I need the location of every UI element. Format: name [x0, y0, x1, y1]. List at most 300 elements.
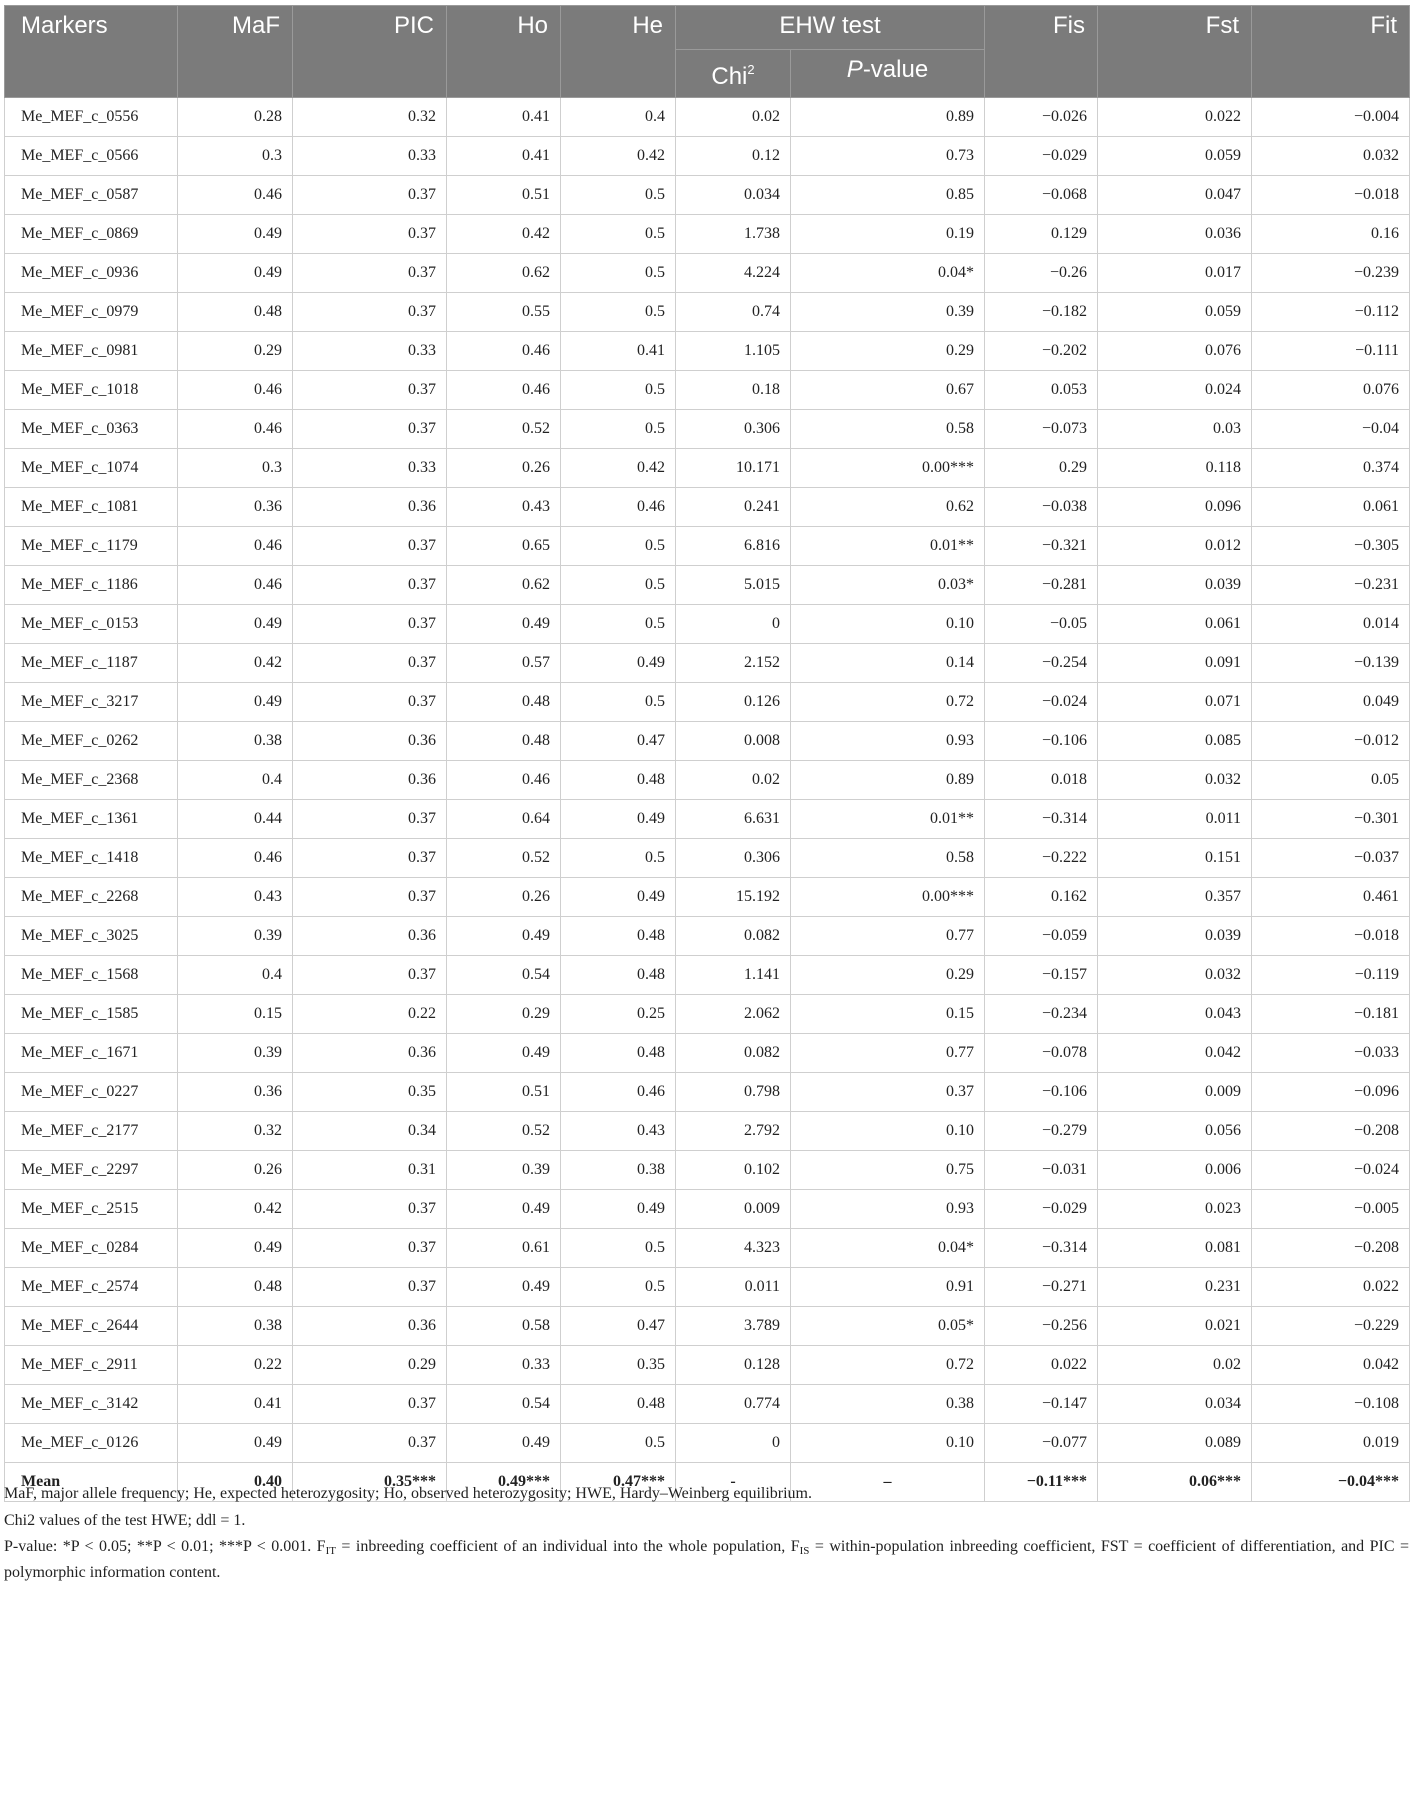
cell-pvalue: 0.58 [791, 839, 985, 878]
cell-ho: 0.49 [447, 605, 561, 644]
cell-fit: −0.04 [1252, 410, 1410, 449]
table-body [5, 98, 1410, 1502]
cell-chi2: 0 [676, 1424, 791, 1463]
cell-chi2: 0.011 [676, 1268, 791, 1307]
table-row [5, 956, 1410, 995]
cell-chi2: 1.738 [676, 215, 791, 254]
cell-ho: 0.49 [447, 917, 561, 956]
cell-fit: −0.229 [1252, 1307, 1410, 1346]
cell-chi2: 0.74 [676, 293, 791, 332]
cell-ho: 0.46 [447, 761, 561, 800]
cell-pvalue: 0.72 [791, 683, 985, 722]
cell-pic: 0.22 [293, 995, 447, 1034]
cell-ho: 0.55 [447, 293, 561, 332]
table-row [5, 449, 1410, 488]
cell-chi2: 6.631 [676, 800, 791, 839]
cell-maf: 0.42 [178, 644, 293, 683]
cell-fis: −0.147 [985, 1385, 1098, 1424]
cell-pvalue: 0.75 [791, 1151, 985, 1190]
cell-maf: 0.46 [178, 527, 293, 566]
cell-ho: 0.49*** [447, 1463, 561, 1502]
cell-fis: −0.05 [985, 605, 1098, 644]
cell-fit: −0.024 [1252, 1151, 1410, 1190]
cell-marker: Me_MEF_c_1361 [5, 800, 178, 839]
cell-chi2: 2.062 [676, 995, 791, 1034]
cell-pic: 0.37 [293, 800, 447, 839]
cell-ho: 0.61 [447, 1229, 561, 1268]
table-row [5, 1229, 1410, 1268]
cell-pvalue: 0.10 [791, 605, 985, 644]
cell-chi2: 0.102 [676, 1151, 791, 1190]
cell-fit: −0.108 [1252, 1385, 1410, 1424]
cell-chi2: 4.224 [676, 254, 791, 293]
cell-ho: 0.52 [447, 839, 561, 878]
cell-fis: −0.068 [985, 176, 1098, 215]
cell-marker: Me_MEF_c_0981 [5, 332, 178, 371]
table-row [5, 761, 1410, 800]
cell-he: 0.5 [561, 1424, 676, 1463]
cell-maf: 0.43 [178, 878, 293, 917]
cell-fst: 0.357 [1098, 878, 1252, 917]
cell-fis: −0.281 [985, 566, 1098, 605]
cell-fit: −0.037 [1252, 839, 1410, 878]
cell-marker: Me_MEF_c_0363 [5, 410, 178, 449]
cell-marker: Me_MEF_c_1081 [5, 488, 178, 527]
table-row [5, 839, 1410, 878]
cell-he: 0.5 [561, 215, 676, 254]
header-pvalue-rest: -value [862, 56, 929, 83]
cell-ho: 0.49 [447, 1190, 561, 1229]
cell-ho: 0.48 [447, 683, 561, 722]
cell-chi2: 1.141 [676, 956, 791, 995]
cell-pvalue: 0.67 [791, 371, 985, 410]
cell-marker: Me_MEF_c_1186 [5, 566, 178, 605]
footnote-chi2: Chi2 values of the test HWE; ddl = 1. [4, 1512, 246, 1529]
cell-pvalue: 0.10 [791, 1424, 985, 1463]
cell-fit: −0.208 [1252, 1229, 1410, 1268]
header-ehw-test: EHW test [676, 6, 985, 50]
cell-fit: 0.374 [1252, 449, 1410, 488]
cell-pvalue: 0.38 [791, 1385, 985, 1424]
cell-he: 0.49 [561, 644, 676, 683]
cell-pic: 0.37 [293, 566, 447, 605]
cell-chi2: 2.792 [676, 1112, 791, 1151]
cell-pic: 0.37 [293, 371, 447, 410]
cell-fst: 0.024 [1098, 371, 1252, 410]
cell-fis: −0.271 [985, 1268, 1098, 1307]
cell-maf: 0.29 [178, 332, 293, 371]
cell-marker: Me_MEF_c_2177 [5, 1112, 178, 1151]
cell-fis: −0.254 [985, 644, 1098, 683]
cell-he: 0.46 [561, 488, 676, 527]
cell-marker: Me_MEF_c_1585 [5, 995, 178, 1034]
cell-fit: −0.239 [1252, 254, 1410, 293]
cell-fis: 0.022 [985, 1346, 1098, 1385]
cell-maf: 0.3 [178, 449, 293, 488]
cell-fit: −0.181 [1252, 995, 1410, 1034]
cell-fit: −0.111 [1252, 332, 1410, 371]
cell-maf: 0.49 [178, 605, 293, 644]
cell-pic: 0.37 [293, 215, 447, 254]
cell-maf: 0.46 [178, 839, 293, 878]
cell-he: 0.49 [561, 1190, 676, 1229]
cell-he: 0.5 [561, 605, 676, 644]
cell-chi2: 6.816 [676, 527, 791, 566]
cell-maf: 0.36 [178, 488, 293, 527]
cell-ho: 0.52 [447, 1112, 561, 1151]
cell-maf: 0.28 [178, 98, 293, 137]
cell-maf: 0.48 [178, 1268, 293, 1307]
cell-fis: −0.029 [985, 1190, 1098, 1229]
cell-chi2: 0.12 [676, 137, 791, 176]
cell-fit: 0.019 [1252, 1424, 1410, 1463]
cell-marker: Me_MEF_c_1568 [5, 956, 178, 995]
cell-pic: 0.36 [293, 722, 447, 761]
cell-marker: Me_MEF_c_3025 [5, 917, 178, 956]
cell-fit: −0.018 [1252, 176, 1410, 215]
cell-ho: 0.52 [447, 410, 561, 449]
cell-fst: 0.022 [1098, 98, 1252, 137]
cell-marker: Me_MEF_c_3142 [5, 1385, 178, 1424]
cell-fst: 0.036 [1098, 215, 1252, 254]
cell-fit: 0.16 [1252, 215, 1410, 254]
cell-maf: 0.15 [178, 995, 293, 1034]
cell-fis: −0.26 [985, 254, 1098, 293]
cell-ho: 0.39 [447, 1151, 561, 1190]
cell-he: 0.35 [561, 1346, 676, 1385]
cell-pic: 0.33 [293, 332, 447, 371]
header-pic: PIC [293, 6, 447, 98]
cell-ho: 0.46 [447, 371, 561, 410]
cell-marker: Me_MEF_c_0153 [5, 605, 178, 644]
header-markers: Markers [5, 6, 178, 98]
cell-fis: −0.11*** [985, 1463, 1098, 1502]
cell-pic: 0.37 [293, 1385, 447, 1424]
cell-fst: 0.06*** [1098, 1463, 1252, 1502]
cell-fis: −0.073 [985, 410, 1098, 449]
cell-pic: 0.37 [293, 956, 447, 995]
cell-pvalue: 0.73 [791, 137, 985, 176]
cell-marker: Me_MEF_c_2644 [5, 1307, 178, 1346]
cell-ho: 0.41 [447, 137, 561, 176]
cell-pic: 0.37 [293, 1190, 447, 1229]
cell-he: 0.5 [561, 566, 676, 605]
cell-chi2: 15.192 [676, 878, 791, 917]
footnote-pvalue-a: P-value: *P < 0.05; **P < 0.01; ***P < 0.001. F [4, 1538, 326, 1555]
cell-ho: 0.54 [447, 1385, 561, 1424]
cell-pic: 0.33 [293, 137, 447, 176]
cell-maf: 0.38 [178, 722, 293, 761]
cell-marker: Me_MEF_c_0869 [5, 215, 178, 254]
table-row [5, 1112, 1410, 1151]
cell-chi2: 0.241 [676, 488, 791, 527]
footnote-pvalue-b: = inbreeding coefficient of an individual into the whole population, F [335, 1538, 800, 1555]
cell-fst: 0.011 [1098, 800, 1252, 839]
cell-ho: 0.51 [447, 176, 561, 215]
cell-marker: Me_MEF_c_0262 [5, 722, 178, 761]
cell-fit: −0.004 [1252, 98, 1410, 137]
table-row [5, 722, 1410, 761]
cell-fit: 0.061 [1252, 488, 1410, 527]
cell-chi2: 0.306 [676, 410, 791, 449]
cell-fst: 0.034 [1098, 1385, 1252, 1424]
cell-fis: −0.222 [985, 839, 1098, 878]
cell-maf: 0.4 [178, 761, 293, 800]
cell-pic: 0.37 [293, 1424, 447, 1463]
table-row [5, 332, 1410, 371]
cell-marker: Me_MEF_c_3217 [5, 683, 178, 722]
cell-pvalue: 0.29 [791, 332, 985, 371]
cell-ho: 0.62 [447, 254, 561, 293]
cell-he: 0.47 [561, 722, 676, 761]
cell-fst: 0.042 [1098, 1034, 1252, 1073]
cell-fit: 0.461 [1252, 878, 1410, 917]
cell-fst: 0.231 [1098, 1268, 1252, 1307]
cell-fit: −0.018 [1252, 917, 1410, 956]
cell-pic: 0.33 [293, 449, 447, 488]
cell-maf: 0.49 [178, 254, 293, 293]
cell-marker: Me_MEF_c_2911 [5, 1346, 178, 1385]
header-pvalue-p: P [846, 56, 863, 83]
cell-maf: 0.32 [178, 1112, 293, 1151]
cell-marker: Me_MEF_c_2268 [5, 878, 178, 917]
cell-pvalue: 0.77 [791, 917, 985, 956]
cell-fst: 0.071 [1098, 683, 1252, 722]
cell-fis: −0.182 [985, 293, 1098, 332]
cell-ho: 0.57 [447, 644, 561, 683]
header-chi-text: Chi [711, 63, 748, 90]
cell-marker: Me_MEF_c_1187 [5, 644, 178, 683]
cell-fis: −0.321 [985, 527, 1098, 566]
cell-he: 0.42 [561, 449, 676, 488]
cell-fis: 0.053 [985, 371, 1098, 410]
cell-marker: Me_MEF_c_1671 [5, 1034, 178, 1073]
cell-fst: 0.151 [1098, 839, 1252, 878]
cell-pic: 0.36 [293, 1307, 447, 1346]
table-row [5, 98, 1410, 137]
cell-marker: Me_MEF_c_0936 [5, 254, 178, 293]
cell-chi2: 10.171 [676, 449, 791, 488]
cell-fst: 0.059 [1098, 137, 1252, 176]
cell-marker: Me_MEF_c_2297 [5, 1151, 178, 1190]
cell-fit: −0.012 [1252, 722, 1410, 761]
cell-maf: 0.46 [178, 176, 293, 215]
cell-fst: 0.081 [1098, 1229, 1252, 1268]
cell-fis: −0.029 [985, 137, 1098, 176]
cell-he: 0.5 [561, 410, 676, 449]
cell-fit: −0.033 [1252, 1034, 1410, 1073]
table-row [5, 293, 1410, 332]
cell-pic: 0.37 [293, 878, 447, 917]
cell-fst: 0.03 [1098, 410, 1252, 449]
cell-marker: Me_MEF_c_0556 [5, 98, 178, 137]
cell-fis: −0.077 [985, 1424, 1098, 1463]
cell-fst: 0.023 [1098, 1190, 1252, 1229]
cell-chi2: 0.082 [676, 1034, 791, 1073]
cell-chi2: 0.128 [676, 1346, 791, 1385]
table-row [5, 644, 1410, 683]
cell-fit: −0.005 [1252, 1190, 1410, 1229]
cell-maf: 0.3 [178, 137, 293, 176]
cell-maf: 0.42 [178, 1190, 293, 1229]
cell-chi2: 0.126 [676, 683, 791, 722]
cell-fst: 0.039 [1098, 566, 1252, 605]
cell-maf: 0.38 [178, 1307, 293, 1346]
cell-pvalue: 0.14 [791, 644, 985, 683]
cell-fit: 0.076 [1252, 371, 1410, 410]
cell-pic: 0.36 [293, 917, 447, 956]
table-row [5, 176, 1410, 215]
cell-marker: Me_MEF_c_0979 [5, 293, 178, 332]
table-header [5, 6, 1410, 98]
cell-fit: 0.042 [1252, 1346, 1410, 1385]
table-row [5, 488, 1410, 527]
cell-pvalue: 0.89 [791, 761, 985, 800]
cell-pic: 0.37 [293, 176, 447, 215]
data-table [4, 5, 1410, 1502]
cell-he: 0.47*** [561, 1463, 676, 1502]
cell-marker: Me_MEF_c_2515 [5, 1190, 178, 1229]
cell-fis: −0.157 [985, 956, 1098, 995]
cell-ho: 0.29 [447, 995, 561, 1034]
cell-pic: 0.37 [293, 683, 447, 722]
cell-pvalue: 0.10 [791, 1112, 985, 1151]
cell-fst: 0.091 [1098, 644, 1252, 683]
table-row [5, 371, 1410, 410]
cell-marker: Me_MEF_c_1418 [5, 839, 178, 878]
cell-he: 0.47 [561, 1307, 676, 1346]
table-row [5, 1073, 1410, 1112]
table-row [5, 1151, 1410, 1190]
cell-ho: 0.58 [447, 1307, 561, 1346]
cell-marker: Me_MEF_c_2368 [5, 761, 178, 800]
cell-chi2: 0.798 [676, 1073, 791, 1112]
cell-pic: 0.37 [293, 644, 447, 683]
header-fis: Fis [985, 6, 1098, 98]
cell-fit: 0.014 [1252, 605, 1410, 644]
cell-ho: 0.48 [447, 722, 561, 761]
cell-marker: Me_MEF_c_1018 [5, 371, 178, 410]
cell-chi2: 0.02 [676, 98, 791, 137]
cell-fit: −0.208 [1252, 1112, 1410, 1151]
cell-chi2: 3.789 [676, 1307, 791, 1346]
cell-fit: 0.032 [1252, 137, 1410, 176]
table-row [5, 800, 1410, 839]
cell-ho: 0.42 [447, 215, 561, 254]
cell-pvalue: 0.77 [791, 1034, 985, 1073]
cell-pic: 0.37 [293, 1268, 447, 1307]
footnote-pvalue-c: = within-population inbreeding coefficient, FST = coefficient of differentiation, and PIC = polymorphic information content. [4, 1538, 1410, 1581]
cell-he: 0.49 [561, 878, 676, 917]
cell-maf: 0.40 [178, 1463, 293, 1502]
cell-fis: −0.059 [985, 917, 1098, 956]
table-row [5, 410, 1410, 449]
cell-pic: 0.31 [293, 1151, 447, 1190]
table-row [5, 527, 1410, 566]
cell-pic: 0.37 [293, 254, 447, 293]
table-row [5, 1190, 1410, 1229]
cell-he: 0.25 [561, 995, 676, 1034]
table-row [5, 1307, 1410, 1346]
cell-fit: −0.139 [1252, 644, 1410, 683]
cell-chi2: 0.034 [676, 176, 791, 215]
cell-fst: 0.012 [1098, 527, 1252, 566]
cell-fit: −0.119 [1252, 956, 1410, 995]
cell-fst: 0.017 [1098, 254, 1252, 293]
cell-he: 0.5 [561, 254, 676, 293]
header-fit: Fit [1252, 6, 1410, 98]
cell-pic: 0.37 [293, 605, 447, 644]
table-row [5, 995, 1410, 1034]
cell-pic: 0.35 [293, 1073, 447, 1112]
header-maf: MaF [178, 6, 293, 98]
cell-pic: 0.32 [293, 98, 447, 137]
cell-fst: 0.059 [1098, 293, 1252, 332]
cell-he: 0.5 [561, 527, 676, 566]
cell-pic: 0.35*** [293, 1463, 447, 1502]
cell-chi2: 0.774 [676, 1385, 791, 1424]
cell-chi2: 1.105 [676, 332, 791, 371]
cell-fst: 0.043 [1098, 995, 1252, 1034]
cell-maf: 0.49 [178, 1229, 293, 1268]
header-ho: Ho [447, 6, 561, 98]
cell-fis: −0.024 [985, 683, 1098, 722]
cell-ho: 0.65 [447, 527, 561, 566]
cell-ho: 0.41 [447, 98, 561, 137]
table-row [5, 137, 1410, 176]
cell-he: 0.5 [561, 1268, 676, 1307]
cell-chi2: 0.082 [676, 917, 791, 956]
cell-chi2: 4.323 [676, 1229, 791, 1268]
cell-fst: 0.032 [1098, 956, 1252, 995]
table-row [5, 878, 1410, 917]
header-pvalue [791, 50, 985, 98]
cell-fst: 0.006 [1098, 1151, 1252, 1190]
cell-pvalue: 0.00*** [791, 878, 985, 917]
cell-fis: −0.106 [985, 722, 1098, 761]
cell-fst: 0.047 [1098, 176, 1252, 215]
cell-pvalue: 0.05* [791, 1307, 985, 1346]
cell-fst: 0.096 [1098, 488, 1252, 527]
cell-marker: Mean [5, 1463, 178, 1502]
header-chi-sup: 2 [747, 62, 755, 77]
cell-pvalue: 0.91 [791, 1268, 985, 1307]
cell-he: 0.48 [561, 956, 676, 995]
cell-pvalue: 0.93 [791, 1190, 985, 1229]
cell-fis: −0.026 [985, 98, 1098, 137]
cell-ho: 0.49 [447, 1034, 561, 1073]
cell-fit: 0.022 [1252, 1268, 1410, 1307]
cell-pic: 0.37 [293, 1229, 447, 1268]
footnote-abbreviations: MaF, major allele frequency; He, expected heterozygosity; Ho, observed heterozygosity; HWE, Hardy–Weinberg equilibrium. [4, 1485, 812, 1502]
cell-ho: 0.64 [447, 800, 561, 839]
cell-he: 0.41 [561, 332, 676, 371]
cell-he: 0.5 [561, 293, 676, 332]
cell-chi2: 0.18 [676, 371, 791, 410]
table-row [5, 1268, 1410, 1307]
cell-fit: −0.04*** [1252, 1463, 1410, 1502]
cell-he: 0.5 [561, 176, 676, 215]
cell-ho: 0.46 [447, 332, 561, 371]
cell-fis: −0.256 [985, 1307, 1098, 1346]
cell-chi2: 0.306 [676, 839, 791, 878]
table-row [5, 1424, 1410, 1463]
cell-pvalue: 0.85 [791, 176, 985, 215]
cell-pvalue: 0.93 [791, 722, 985, 761]
cell-maf: 0.39 [178, 1034, 293, 1073]
cell-ho: 0.49 [447, 1424, 561, 1463]
cell-chi2: 5.015 [676, 566, 791, 605]
